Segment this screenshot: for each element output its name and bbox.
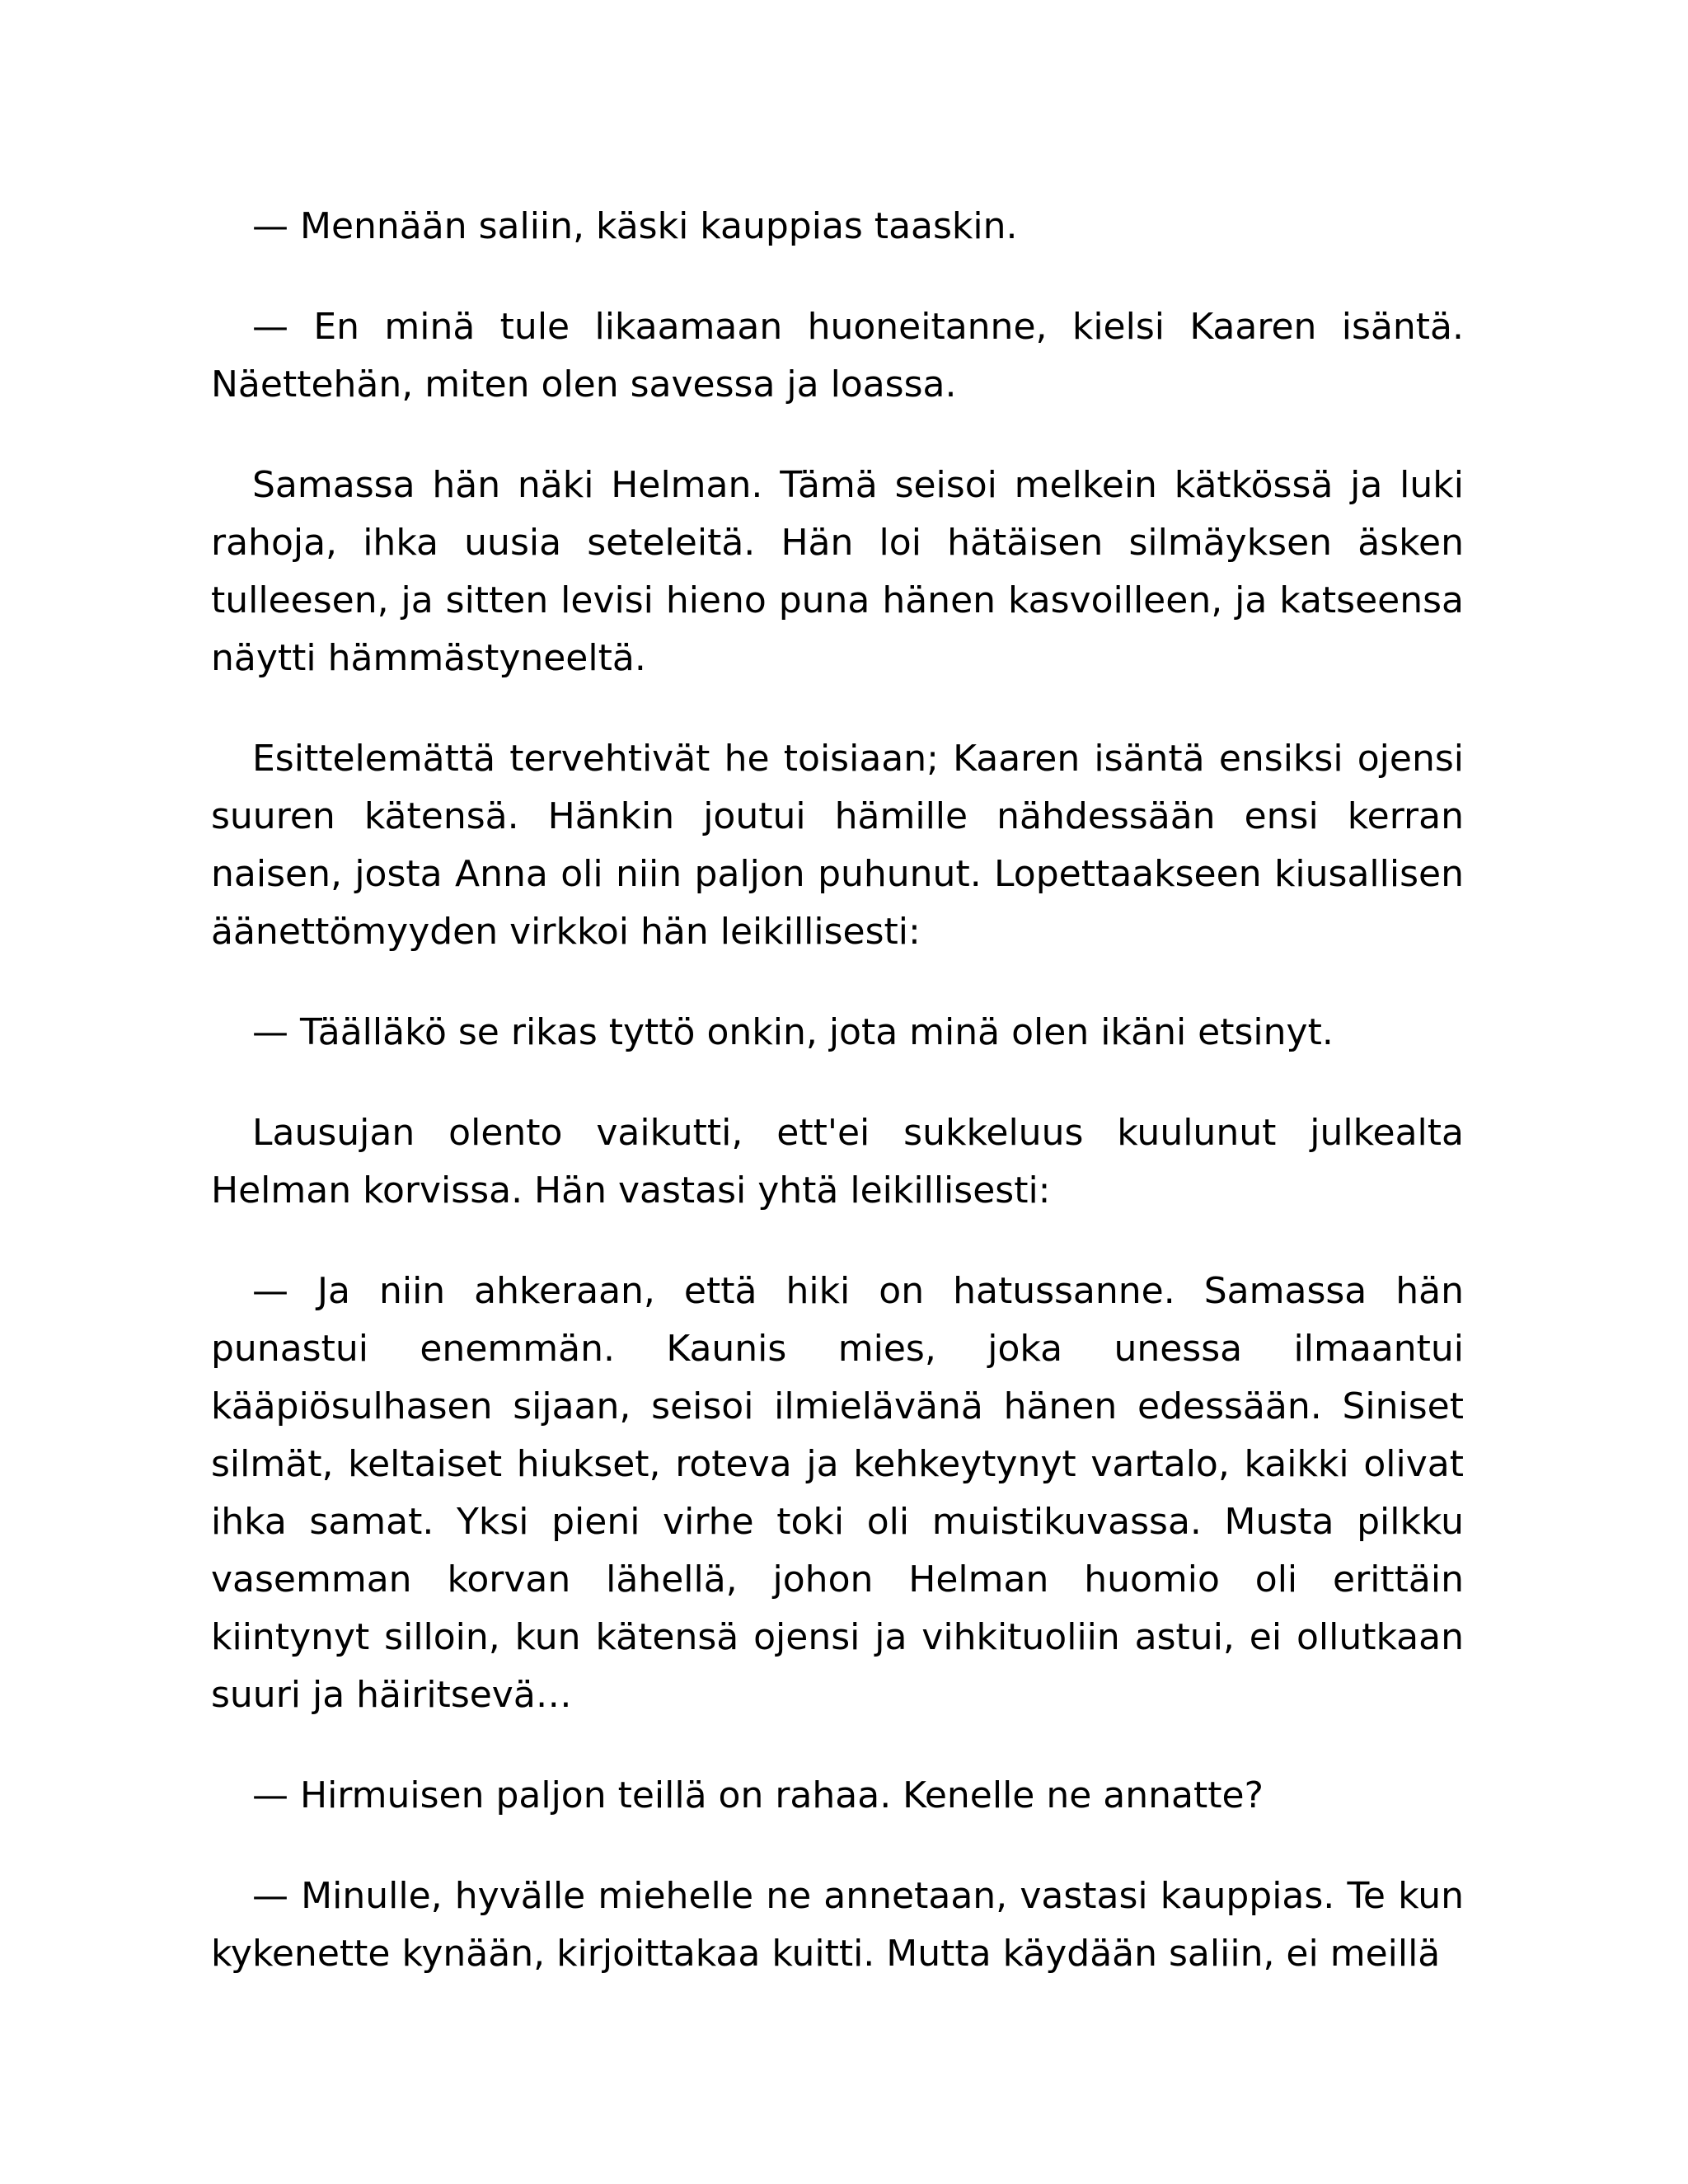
paragraph: Lausujan olento vaikutti, ett'ei sukkeluus kuulunut julkealta Helman korvissa. Hän vastasi yhtä leikillisesti: xyxy=(211,1112,1464,1212)
paragraph: Samassa hän näki Helman. Tämä seisoi melkein kätkössä ja luki rahoja, ihka uusia seteleitä. Hän loi hätäisen silmäyksen äsken tulleesen, ja sitten levisi hieno puna hänen kasvoilleen, ja katseensa näytti hämmästyneeltä. xyxy=(211,464,1464,679)
paragraph: — Hirmuisen paljon teillä on rahaa. Kenelle ne annatte? xyxy=(252,1774,1264,1816)
paragraph: — Täälläkö se rikas tyttö onkin, jota minä olen ikäni etsinyt. xyxy=(252,1011,1334,1053)
paragraph: — Mennään saliin, käski kauppias taaskin. xyxy=(252,205,1018,247)
paragraph: Esittelemättä tervehtivät he toisiaan; Kaaren isäntä ensiksi ojensi suuren kätensä. Hänkin joutui hämille nähdessään ensi kerran naisen, josta Anna oli niin paljon puhunut. Lopettaakseen kiusallisen äänettömyyden virkkoi hän leikillisesti: xyxy=(211,738,1464,953)
body-text xyxy=(211,198,1464,2026)
paragraph: — Minulle, hyvälle miehelle ne annetaan, vastasi kauppias. Te kun kykenette kynään, kirjoittakaa kuitti. Mutta käydään saliin, ei meillä xyxy=(211,1875,1464,1975)
paragraph: — En minä tule likaamaan huoneitanne, kielsi Kaaren isäntä. Näettehän, miten olen savessa ja loassa. xyxy=(211,306,1464,405)
paragraph: — Ja niin ahkeraan, että hiki on hatussanne. Samassa hän punastui enemmän. Kaunis mies, joka unessa ilmaantui kääpiösulhasen sijaan, seisoi ilmielävänä hänen edessään. Siniset silmät, keltaiset hiukset, roteva ja kehkeytynyt vartalo, kaikki olivat ihka samat. Yksi pieni virhe toki oli muistikuvassa. Musta pilkku vasemman korvan lähellä, johon Helman huomio oli erittäin kiintynyt silloin, kun kätensä ojensi ja vihkituoliin astui, ei ollutkaan suuri ja häiritsevä… xyxy=(211,1270,1464,1716)
